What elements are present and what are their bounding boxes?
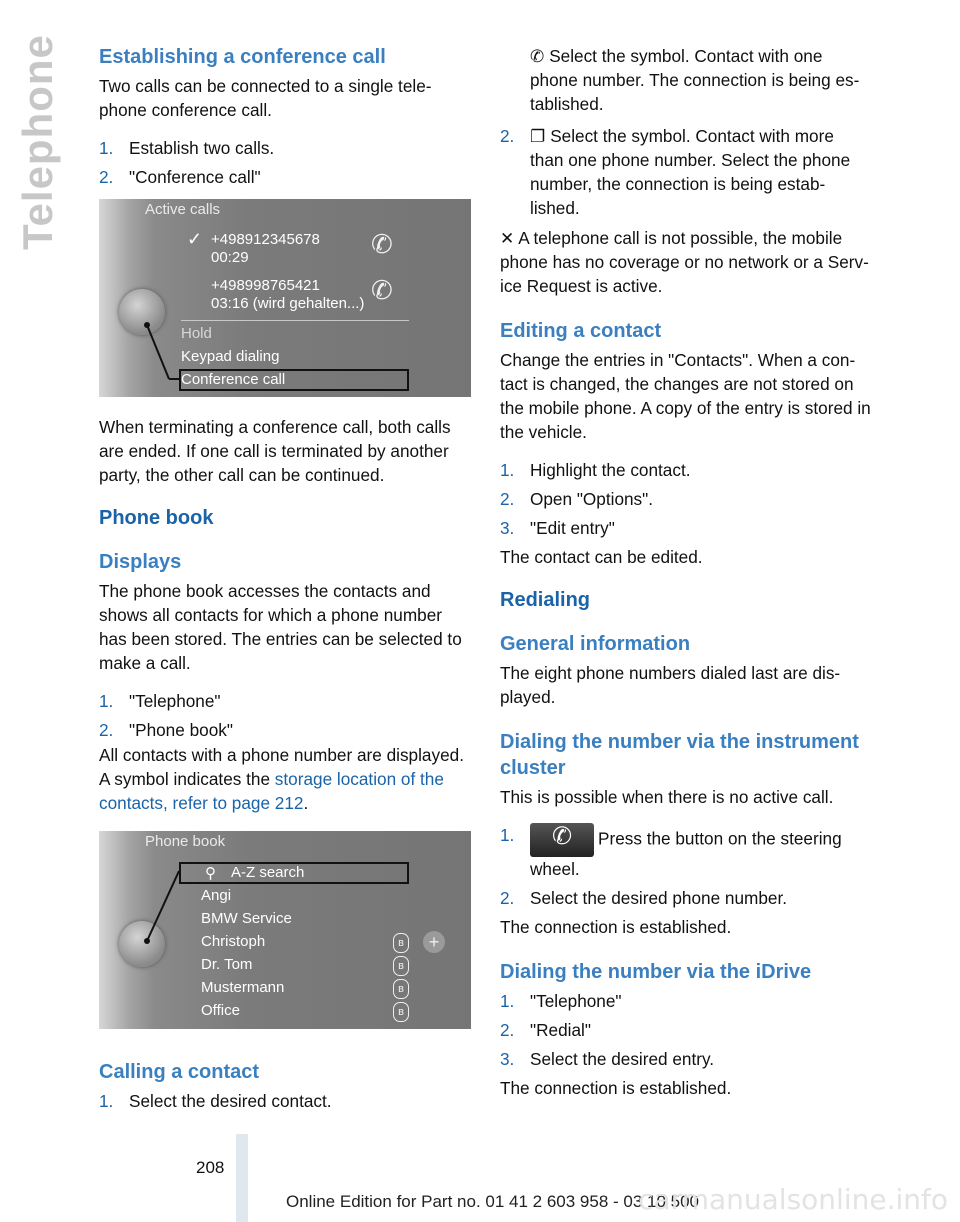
heading-displays: Displays (99, 551, 182, 573)
footer-bar (236, 1134, 248, 1222)
call1-number: +498912345678 (211, 231, 320, 248)
phone-icon: ✆ (371, 275, 393, 305)
contact-item: Dr. Tom (201, 956, 253, 973)
menu-hold: Hold (181, 325, 212, 342)
list-item: 2. "Conference call" (99, 167, 261, 187)
conference-end: When terminating a conference call, both calls are ended. If one call is terminated by another party, the other call can be continued. (99, 417, 451, 485)
phone-button-icon: ✆ (530, 823, 594, 857)
list-item: 2. Select the desired phone number. (500, 888, 788, 908)
heading-redialing: Redialing (500, 589, 591, 611)
bluetooth-icon: ʙ (393, 956, 409, 976)
list-item: 1. Highlight the contact. (500, 460, 691, 480)
right-column (500, 44, 872, 1114)
heading-editing: Editing a contact (500, 320, 662, 342)
left-column (99, 44, 471, 1118)
bluetooth-icon: ʙ (393, 1002, 409, 1022)
heading-calling: Calling a contact (99, 1061, 260, 1083)
phone-icon: ✆ (371, 229, 393, 259)
copy-icon: ❐ (530, 126, 551, 146)
contact-item: Angi (201, 887, 232, 904)
editing-steps (500, 458, 872, 540)
editing-text: Change the entries in "Contacts". When a con-tact is changed, the changes are not stored on the mobile phone. A copy of the entry is stored in the vehicle. (500, 350, 871, 442)
list-item: 1. "Telephone" (99, 691, 221, 711)
chapter-tab (14, 34, 64, 250)
editing-end: The contact can be edited. (500, 547, 703, 567)
bluetooth-icon: ʙ (393, 979, 409, 999)
heading-conference: Establishing a conference call (99, 46, 386, 68)
list-item: 3. "Edit entry" (500, 518, 615, 538)
list-item: 3. Select the desired entry. (500, 1049, 715, 1069)
heading-general: General information (500, 633, 691, 655)
phone-icon: ✆ (530, 46, 550, 66)
online-edition: Online Edition for Part no. 01 41 2 603 958 - 03 10 500 (286, 1192, 700, 1211)
call1-time: 00:29 (211, 249, 249, 266)
symbol-single-text: ✆ Select the symbol. Contact with one phone number. The connection is being es-tablished. (530, 46, 860, 114)
instrument-text: This is possible when there is no active call. (500, 787, 834, 807)
contact-item: Mustermann (201, 979, 285, 996)
no-call-text: ✕ A telephone call is not possible, the mobile phone has no coverage or no network or a Serv-ice Request is active. (500, 228, 869, 296)
instrument-steps (500, 823, 872, 910)
list-item: 2. "Phone book" (99, 720, 233, 740)
call2-time: 03:16 (wird gehalten...) (211, 295, 365, 312)
symbol-steps (500, 124, 872, 220)
contact-item: BMW Service (201, 910, 292, 927)
pointer-line (99, 831, 471, 1029)
idrive-steps (500, 989, 872, 1071)
conference-intro: Two calls can be connected to a single tele-phone conference call. (99, 76, 432, 120)
idrive-end: The connection is established. (500, 1078, 732, 1098)
list-item: 1. "Telephone" (500, 991, 622, 1011)
list-item: 2. "Redial" (500, 1020, 591, 1040)
contact-item: Christoph (201, 933, 266, 950)
active-calls-screenshot (99, 199, 471, 397)
calling-steps (99, 1089, 471, 1113)
page-link[interactable]: storage location of the contacts, refer to page 212 (99, 769, 444, 813)
displays-steps (99, 689, 471, 742)
list-item: 2. Open "Options". (500, 489, 654, 509)
search-entry: A-Z search (231, 864, 305, 881)
pointer-line (99, 199, 471, 397)
check-icon: ✓ (187, 229, 203, 249)
conference-steps (99, 136, 471, 189)
heading-idrive: Dialing the number via the iDrive (500, 961, 812, 983)
call2-number: +498998765421 (211, 277, 320, 294)
phone-book-screenshot (99, 831, 471, 1029)
screen-title: Phone book (145, 833, 226, 850)
heading-instrument: Dialing the number via the instrument cluster (500, 731, 859, 779)
list-item: 1. Establish two calls. (99, 138, 275, 158)
plus-icon: + (423, 931, 445, 953)
menu-keypad: Keypad dialing (181, 348, 280, 365)
bluetooth-icon: ʙ (393, 933, 409, 953)
page-number: 208 (196, 1158, 225, 1177)
general-text: The eight phone numbers dialed last are dis-played. (500, 663, 841, 707)
list-item: 1. ✆ Press the button on the steering wheel. (500, 823, 842, 879)
watermark: carmanualsonline.info (638, 1183, 948, 1216)
screen-title: Active calls (145, 201, 221, 218)
contact-item: Office (201, 1002, 240, 1019)
all-contacts-text: All contacts with a phone number are displayed. A symbol indicates the storage location of the contacts, refer to page 212. (99, 745, 464, 813)
crossed-phone-icon: ✕ (500, 228, 519, 248)
heading-phone-book: Phone book (99, 507, 214, 529)
chapter-title: Telephone (14, 34, 61, 250)
list-item: 1. Select the desired contact. (99, 1091, 332, 1111)
menu-conference: Conference call (181, 371, 286, 388)
list-item: 2. ❐ Select the symbol. Contact with more than one phone number. Select the phone number, the connection is being estab-lished. (500, 126, 851, 218)
instrument-end: The connection is established. (500, 917, 732, 937)
displays-text: The phone book accesses the contacts and shows all contacts for which a phone number has been stored. The entries can be selected to make a call. (99, 581, 462, 673)
search-icon: ⚲ (205, 865, 216, 882)
